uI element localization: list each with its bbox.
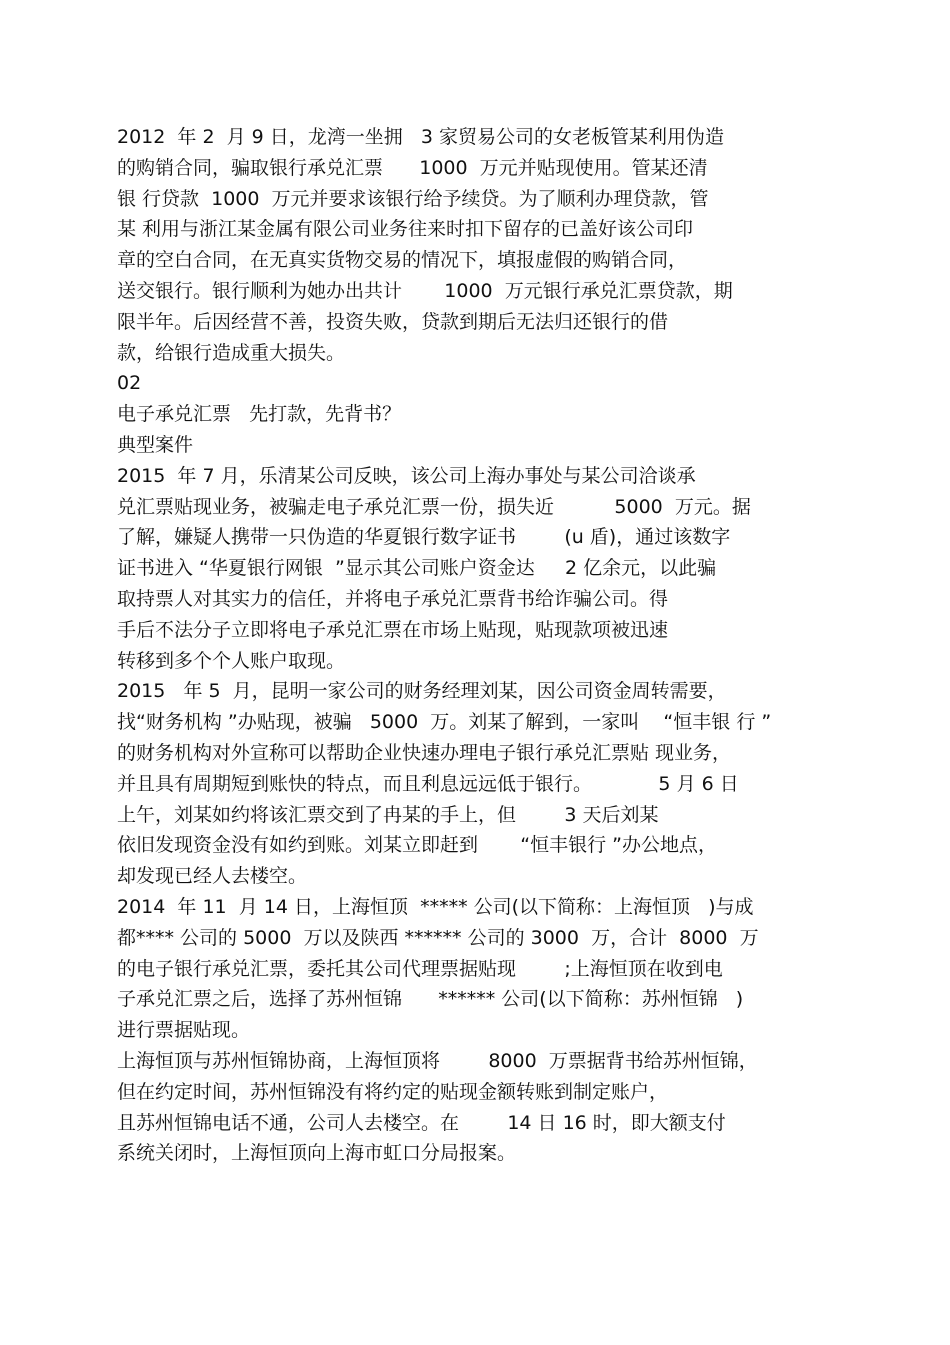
text-line: 2014 年 11 月 14 日，上海恒顶 ***** 公司(以下简称：上海恒顶 )与成: [117, 895, 754, 918]
text-line: 转移到多个个人账户取现。: [117, 649, 346, 672]
subheading: 典型案件: [117, 433, 194, 456]
text-line: 2012 年 2 月 9 日，龙湾一坐拥 3 家贸易公司的女老板管某利用伪造: [117, 126, 725, 148]
text-line: 的财务机构对外宣称可以帮助企业快速办理电子银行承兑汇票贴 现业务，: [117, 741, 732, 764]
section-number: 02: [117, 372, 142, 395]
text-line: 兑汇票贴现业务，被骗走电子承兑汇票一份，损失近 5000 万元。据: [117, 495, 751, 518]
text-line: 上午，刘某如约将该汇票交到了冉某的手上，但 3 天后刘某: [117, 803, 659, 826]
text-line: 某 利用与浙江某金属有限公司业务往来时扣下留存的已盖好该公司印: [117, 218, 694, 241]
document-body: [117, 122, 857, 1169]
text-line: 都**** 公司的 5000 万以及陕西 ****** 公司的 3000 万，合计 8000 万: [117, 926, 759, 949]
text-line: 手后不法分子立即将电子承兑汇票在市场上贴现，贴现款项被迅速: [117, 618, 669, 641]
text-line: 找“财务机构 ”办贴现，被骗 5000 万。刘某了解到，一家叫 “恒丰银 行 ”: [117, 711, 772, 734]
text-line: 子承兑汇票之后，选择了苏州恒锦 ****** 公司(以下简称：苏州恒锦 ): [117, 988, 744, 1011]
text-line: 了解，嫌疑人携带一只伪造的华夏银行数字证书 (u 盾)，通过该数字: [117, 526, 731, 549]
text-line: 上海恒顶与苏州恒锦协商，上海恒顶将 8000 万票据背书给苏州恒锦，: [117, 1049, 758, 1072]
text-line: 银 行贷款 1000 万元并要求该银行给予续贷。为了顺利办理贷款，管: [117, 187, 709, 210]
text-line: 章的空白合同，在无真实货物交易的情况下，填报虚假的购销合同，: [117, 249, 688, 272]
text-line: 系统关闭时，上海恒顶向上海市虹口分局报案。: [117, 1142, 517, 1165]
text-line: 2015 年 5 月，昆明一家公司的财务经理刘某，因公司资金周转需要，: [117, 680, 727, 703]
text-line: 进行票据贴现。: [117, 1019, 251, 1042]
text-line: 但在约定时间，苏州恒锦没有将约定的贴现金额转账到制定账户，: [117, 1080, 669, 1103]
text-line: 依旧发现资金没有如约到账。刘某立即赶到 “恒丰银行 ”办公地点，: [117, 834, 718, 857]
text-line: 且苏州恒锦电话不通，公司人去楼空。在 14 日 16 时，即大额支付: [117, 1111, 726, 1134]
text-line: 款，给银行造成重大损失。: [117, 341, 346, 364]
text-line: 限半年。后因经营不善，投资失败，贷款到期后无法归还银行的借: [117, 310, 669, 333]
text-line: 的电子银行承兑汇票，委托其公司代理票据贴现 ;上海恒顶在收到电: [117, 957, 723, 980]
text-line: 2015 年 7 月，乐清某公司反映，该公司上海办事处与某公司洽谈承: [117, 464, 696, 487]
text-line: 取持票人对其实力的信任，并将电子承兑汇票背书给诈骗公司。得: [117, 587, 669, 610]
text-line: 却发现已经人去楼空。: [117, 865, 308, 888]
text-line: 并且具有周期短到账快的特点，而且利息远远低于银行。 5 月 6 日: [117, 772, 739, 795]
text-line: 送交银行。银行顺利为她办出共计 1000 万元银行承兑汇票贷款，期: [117, 279, 733, 302]
section-heading: 电子承兑汇票 先打款，先背书？: [117, 403, 402, 426]
text-line: 证书进入 “华夏银行网银 ”显示其公司账户资金达 2 亿余元，以此骗: [117, 557, 717, 580]
text-line: 的购销合同，骗取银行承兑汇票 1000 万元并贴现使用。管某还清: [117, 156, 708, 179]
